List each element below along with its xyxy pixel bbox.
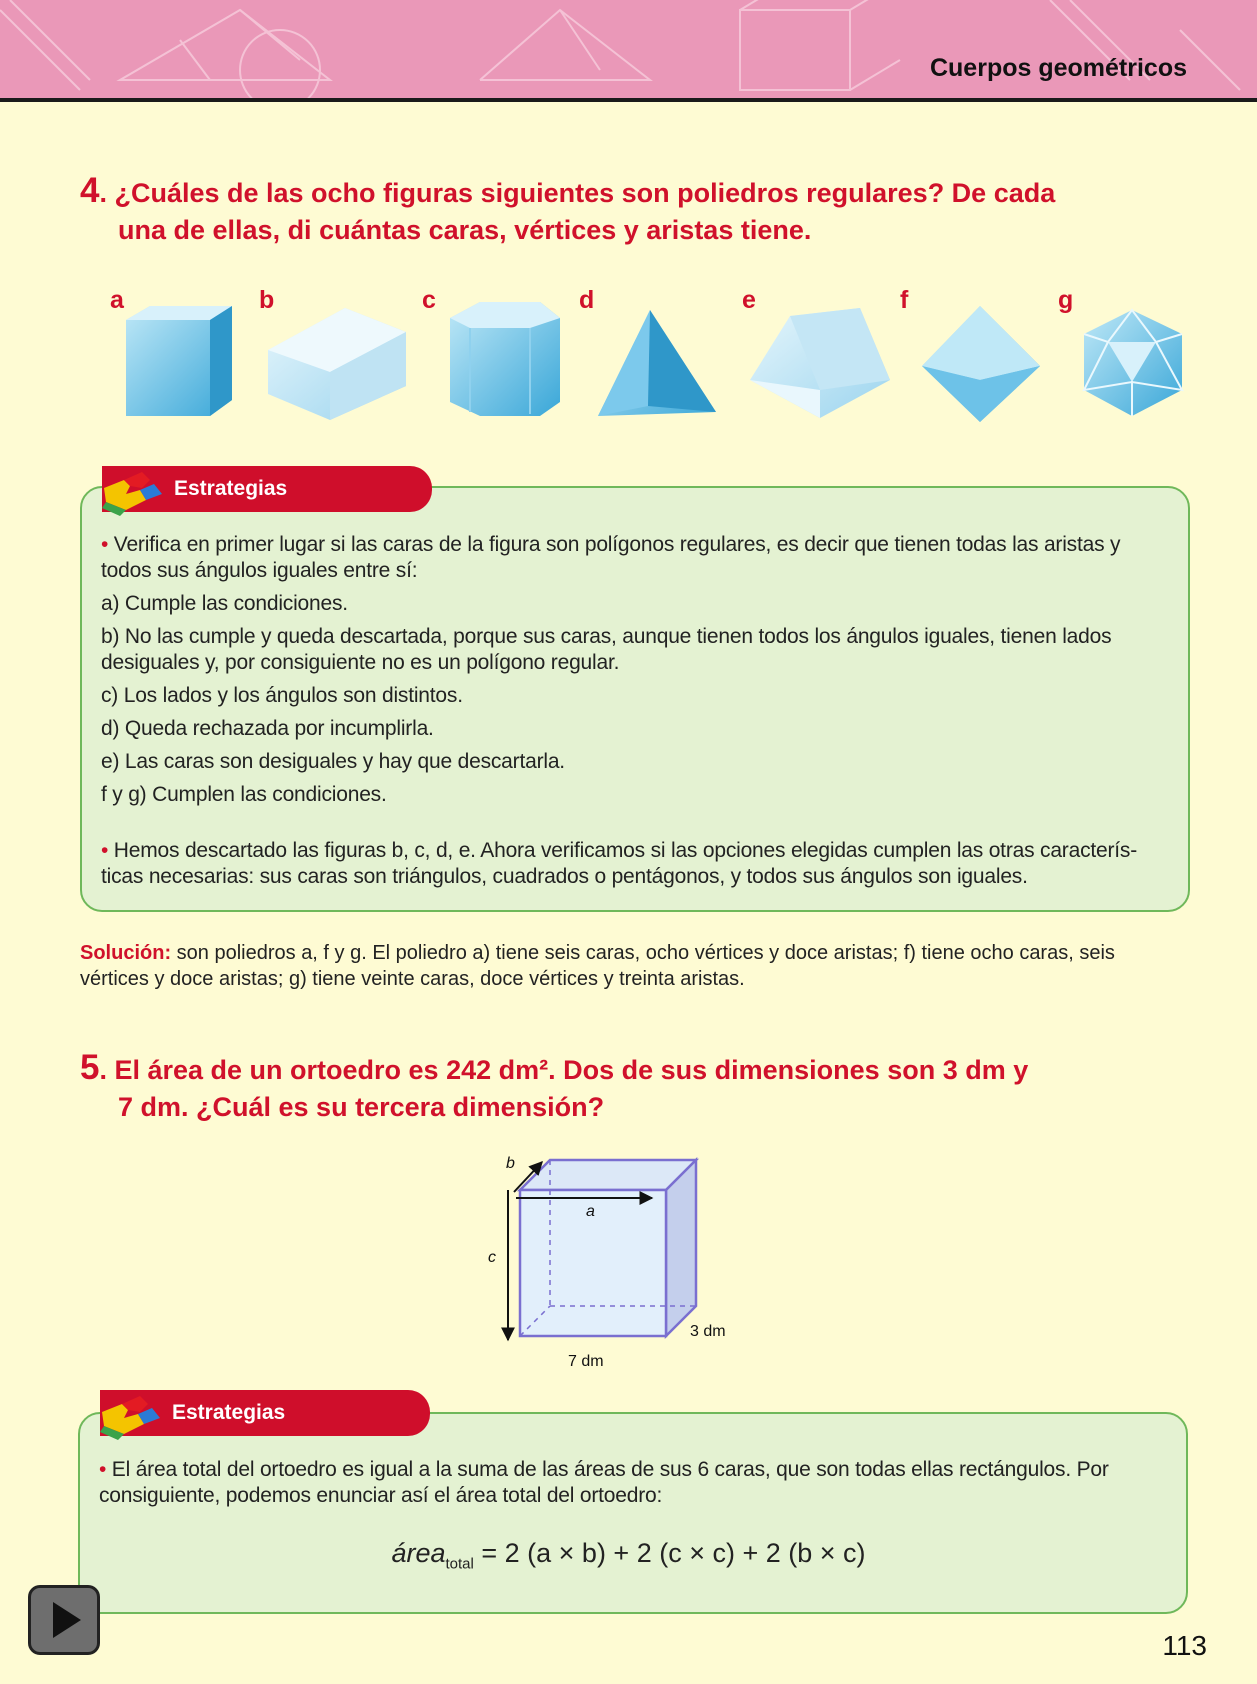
header-geometry-decoration [0,0,1257,102]
figure-f-octahedron [922,306,1040,422]
cuboid-diagram [480,1150,760,1380]
question-5-line2: 7 dm. ¿Cuál es su tercera dimensión? [118,1092,605,1122]
puzzle-icon [96,458,166,518]
cuboid-label-depth: 3 dm [690,1323,726,1340]
formula-subscript: total [445,1555,474,1573]
strategies-1-conclusion: • Hemos descartado las figuras b, c, d, e. Ahora verificamos si las opciones elegidas cumplen las otras características necesarias: sus caras son triángulos, cuadrados o pentágonos, y todos sus ángulos son iguales. [101,839,1138,888]
figure-b-prism [268,308,406,420]
figure-label-e: e [742,286,756,314]
play-button[interactable] [28,1585,100,1655]
figure-label-a: a [110,286,124,314]
strategies-tab-2: Estrategias [100,1390,430,1436]
area-formula [0,1538,1257,1572]
figure-label-b: b [259,286,275,314]
bullet-marker: • [101,839,109,862]
question-4-number: 4 [80,171,100,210]
figure-label-g: g [1058,286,1074,314]
strategies-text-1 [101,532,1171,897]
solution-text: son poliedros a, f y g. El poliedro a) tiene seis caras, ocho vértices y doce aristas; f) tiene ocho caras, seis vértices y doce aristas; g) tiene veinte caras, doce vértices y treinta aristas. [80,942,1115,990]
strategies-tab-1: Estrategias [102,466,432,512]
solution-label: Solución: [80,942,172,964]
cuboid-label-b: b [506,1155,515,1172]
question-5-number: 5 [80,1048,100,1087]
strategies-1-item-c: c) Los lados y los ángulos son distintos. [101,684,463,707]
strategies-1-item-b: b) No las cumple y queda descartada, porque sus caras, aunque tienen todos los ángulos iguales, tienen lados desiguales y, por consiguiente no es un polígono regular. [101,625,1112,674]
strategies-1-item-fg: f y g) Cumplen las condiciones. [101,783,387,806]
strategies-1-item-d: d) Queda rechazada por incumplirla. [101,717,434,740]
question-5-line1: . El área de un ortoedro es 242 dm². Dos de sus dimensiones son 3 dm y [99,1055,1029,1085]
question-5-title [80,1049,1190,1126]
play-icon [31,1588,97,1652]
figure-g-icosahedron [1084,310,1182,416]
figure-label-d: d [579,286,595,314]
figure-d-pyramid [598,310,716,416]
figure-e-triangular-prism [750,308,890,418]
strategies-text-2 [99,1457,1169,1516]
question-4-line2: una de ellas, di cuántas caras, vértices y aristas tiene. [118,215,812,245]
figure-c-hexagonal-prism [450,302,560,416]
polyhedra-figures [0,290,1257,430]
strategies-1-intro: • Verifica en primer lugar si las caras de la figura son polígonos regulares, es decir que tienen todas las aristas y todos sus ángulos iguales entre sí: [101,533,1121,582]
section-title: Cuerpos geométricos [929,54,1187,82]
solution-paragraph [80,940,1180,992]
formula-lhs: área [391,1538,446,1568]
page-number: 113 [1162,1630,1207,1661]
puzzle-icon [94,1382,164,1442]
bullet-marker: • [101,533,109,556]
question-4-line1: . ¿Cuáles de las ocho figuras siguientes son poliedros regulares? De cada [99,178,1056,208]
formula-rhs: = 2 (a × b) + 2 (c × c) + 2 (b × c) [473,1538,866,1568]
figure-a-cube [126,306,232,416]
cuboid-label-width: 7 dm [568,1353,604,1370]
bullet-marker: • [99,1458,107,1481]
question-4-title [80,172,1190,249]
figure-label-c: c [422,286,436,314]
figure-label-f: f [900,286,909,314]
strategies-1-item-a: a) Cumple las condiciones. [101,592,348,615]
cuboid-label-a: a [586,1203,595,1220]
strategies-2-intro: • El área total del ortoedro es igual a la suma de las áreas de sus 6 caras, que son todas ellas rectángulos. Por consiguiente, podemos enunciar así el área total del ortoedro: [99,1458,1109,1507]
cuboid-label-c: c [488,1249,496,1266]
strategies-1-item-e: e) Las caras son desiguales y hay que descartarla. [101,750,565,773]
page-header [0,0,1257,102]
